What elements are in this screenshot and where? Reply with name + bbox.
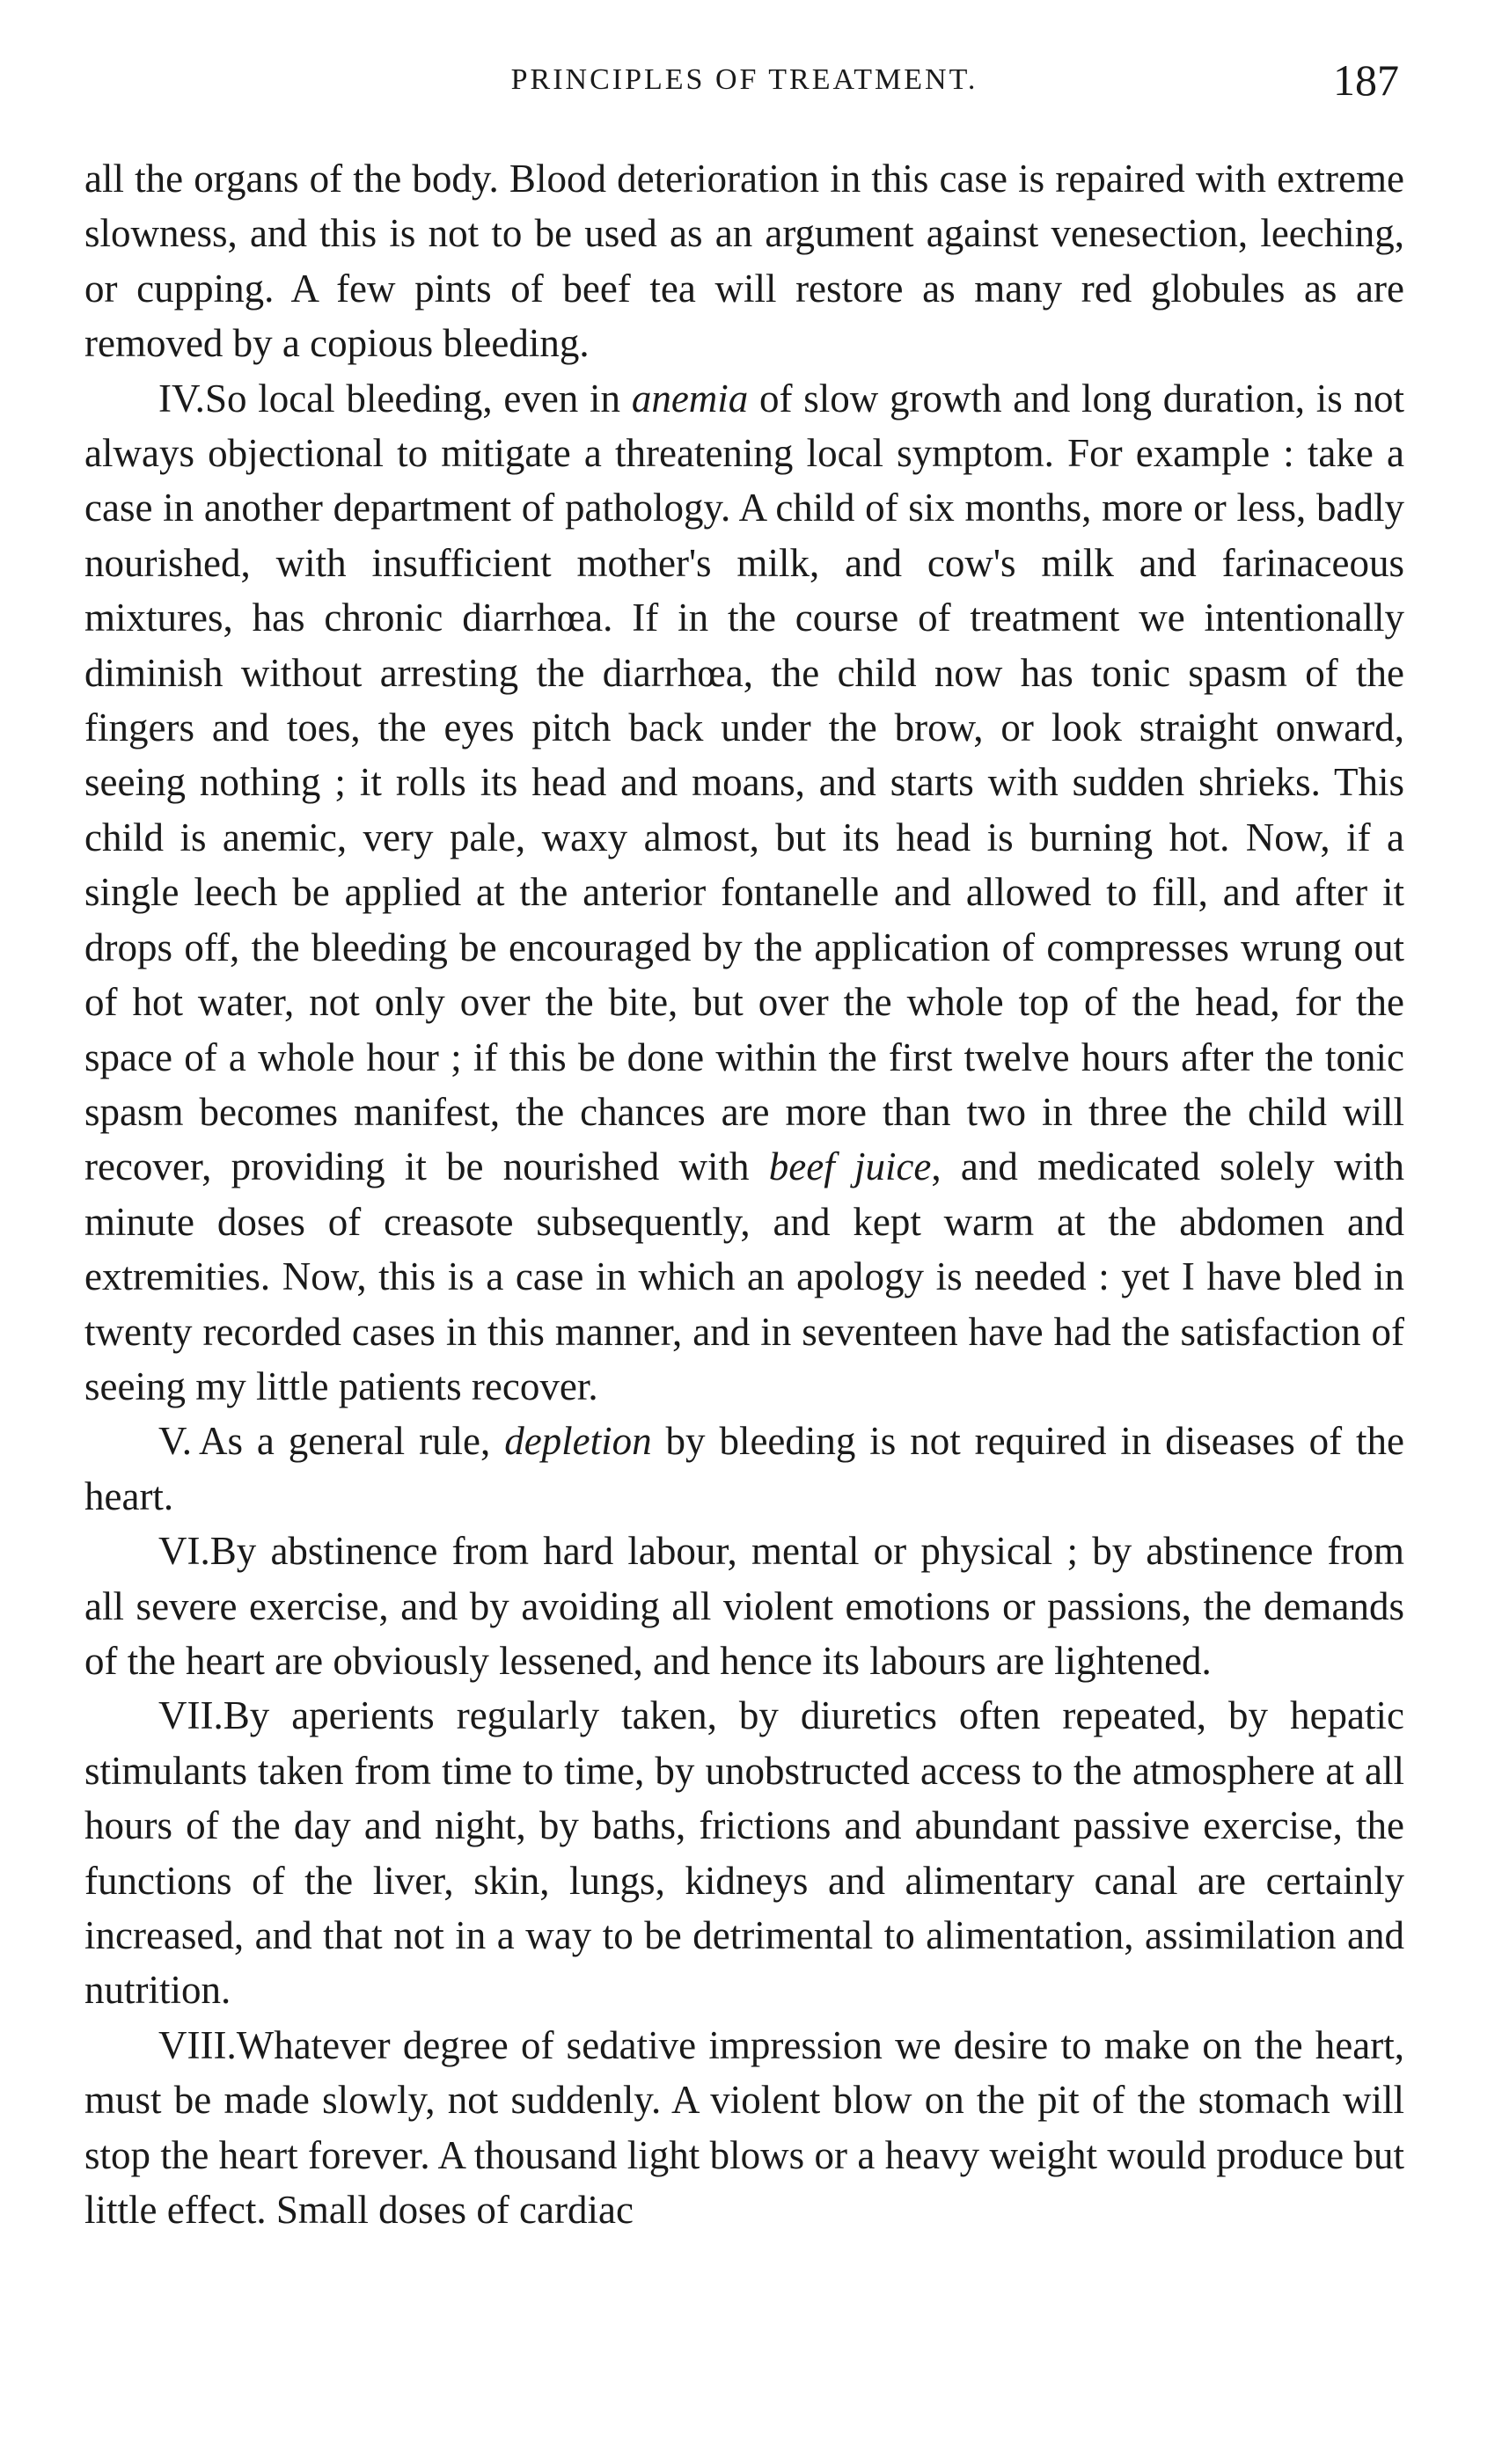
paragraph-text: of slow growth and long duration, is not always objectional to mitigate a threatening local symptom. For example : take a case in another department of pathology. A child of six months, more or less, badly nourished, with insufficient mother's milk, and cow's milk and farinaceous mixtures, has chronic diarrhœa. If in the course of treatment we intentionally diminish without arresting the diarrhœa, the child now has tonic spasm of the fingers and toes, the eyes pitch back under the brow, or look straight onward, seeing nothing ; it rolls its head and moans, and starts with sudden shrieks. This child is anemic, very pale, waxy almost, but its head is burning hot. Now, if a single leech be applied at the anterior fontanelle and allowed to fill, and after it drops off, the bleeding be encouraged by the application of compresses wrung out of hot water, not only over the bite, but over the whole top of the head, for the space of a whole hour ; if this be done within the first twelve hours after the tonic spasm becomes manifest, the chances are more than two in three the child will recover, providing it be nourished with xyxy=(84,376,1404,1189)
paragraph-numeral: V. xyxy=(158,1419,192,1464)
numbered-paragraph xyxy=(84,1414,1404,1524)
page-number: 187 xyxy=(1333,55,1399,105)
running-title: PRINCIPLES OF TREATMENT. xyxy=(510,63,978,96)
paragraph-numeral: VIII. xyxy=(158,2022,237,2067)
running-head xyxy=(84,55,1404,116)
italic-text: beef juice xyxy=(768,1144,932,1189)
numbered-paragraph xyxy=(84,2018,1404,2238)
paragraph-text: By abstinence from hard labour, mental or physical ; by abstinence from all severe exercise, and by avoiding all violent emotions or passions, the demands of the heart are obviously lessened, and hence its labours are lightened. xyxy=(84,1529,1404,1683)
paragraph-continued xyxy=(84,151,1404,371)
numbered-paragraph xyxy=(84,1688,1404,2017)
body-text xyxy=(84,151,1404,2237)
numbered-paragraph xyxy=(84,1524,1404,1688)
italic-text: anemia xyxy=(631,376,749,420)
paragraph-text: Whatever degree of sedative impression we desire to make on the heart, must be made slowly, not suddenly. A violent blow on the pit of the stomach will stop the heart forever. A thousand light blows or a heavy weight would produce but little effect. Small doses of cardiac xyxy=(84,2022,1404,2233)
paragraph-text: So local bleeding, even in xyxy=(204,376,632,420)
paragraph-numeral: VI. xyxy=(158,1529,210,1574)
paragraph-text: all the organs of the body. Blood deterioration in this case is repaired with extreme slowness, and this is not to be used as an argument against venesection, leeching, or cupping. A few pints of beef tea will restore as many red globules as are removed by a copious bleeding. xyxy=(84,157,1404,366)
paragraph-numeral: VII. xyxy=(158,1693,223,1738)
paragraph-numeral: IV. xyxy=(158,376,205,420)
paragraph-text: , and medicated solely with minute doses of creasote subsequently, and kept warm at the abdomen and extremities. Now, this is a case in which an apology is needed : yet I have bled in twenty recorded cases in this manner, and in seventeen have had the satisfaction of seeing my little patients recover. xyxy=(84,1144,1404,1408)
paragraph-text: By aperients regularly taken, by diuretics often repeated, by hepatic stimulants taken from time to time, by unobstructed access to the atmosphere at all hours of the day and night, by baths, frictions and abundant passive exercise, the functions of the liver, skin, lungs, kidneys and alimentary canal are certainly increased, and that not in a way to be detrimental to alimentation, assimilation and nutrition. xyxy=(84,1693,1404,2013)
paragraph-text: As a general rule, xyxy=(199,1419,505,1464)
numbered-paragraph xyxy=(84,371,1404,1415)
paragraph-text: by bleeding is not required in diseases of the heart. xyxy=(84,1419,1405,1518)
italic-text: depletion xyxy=(504,1419,652,1464)
